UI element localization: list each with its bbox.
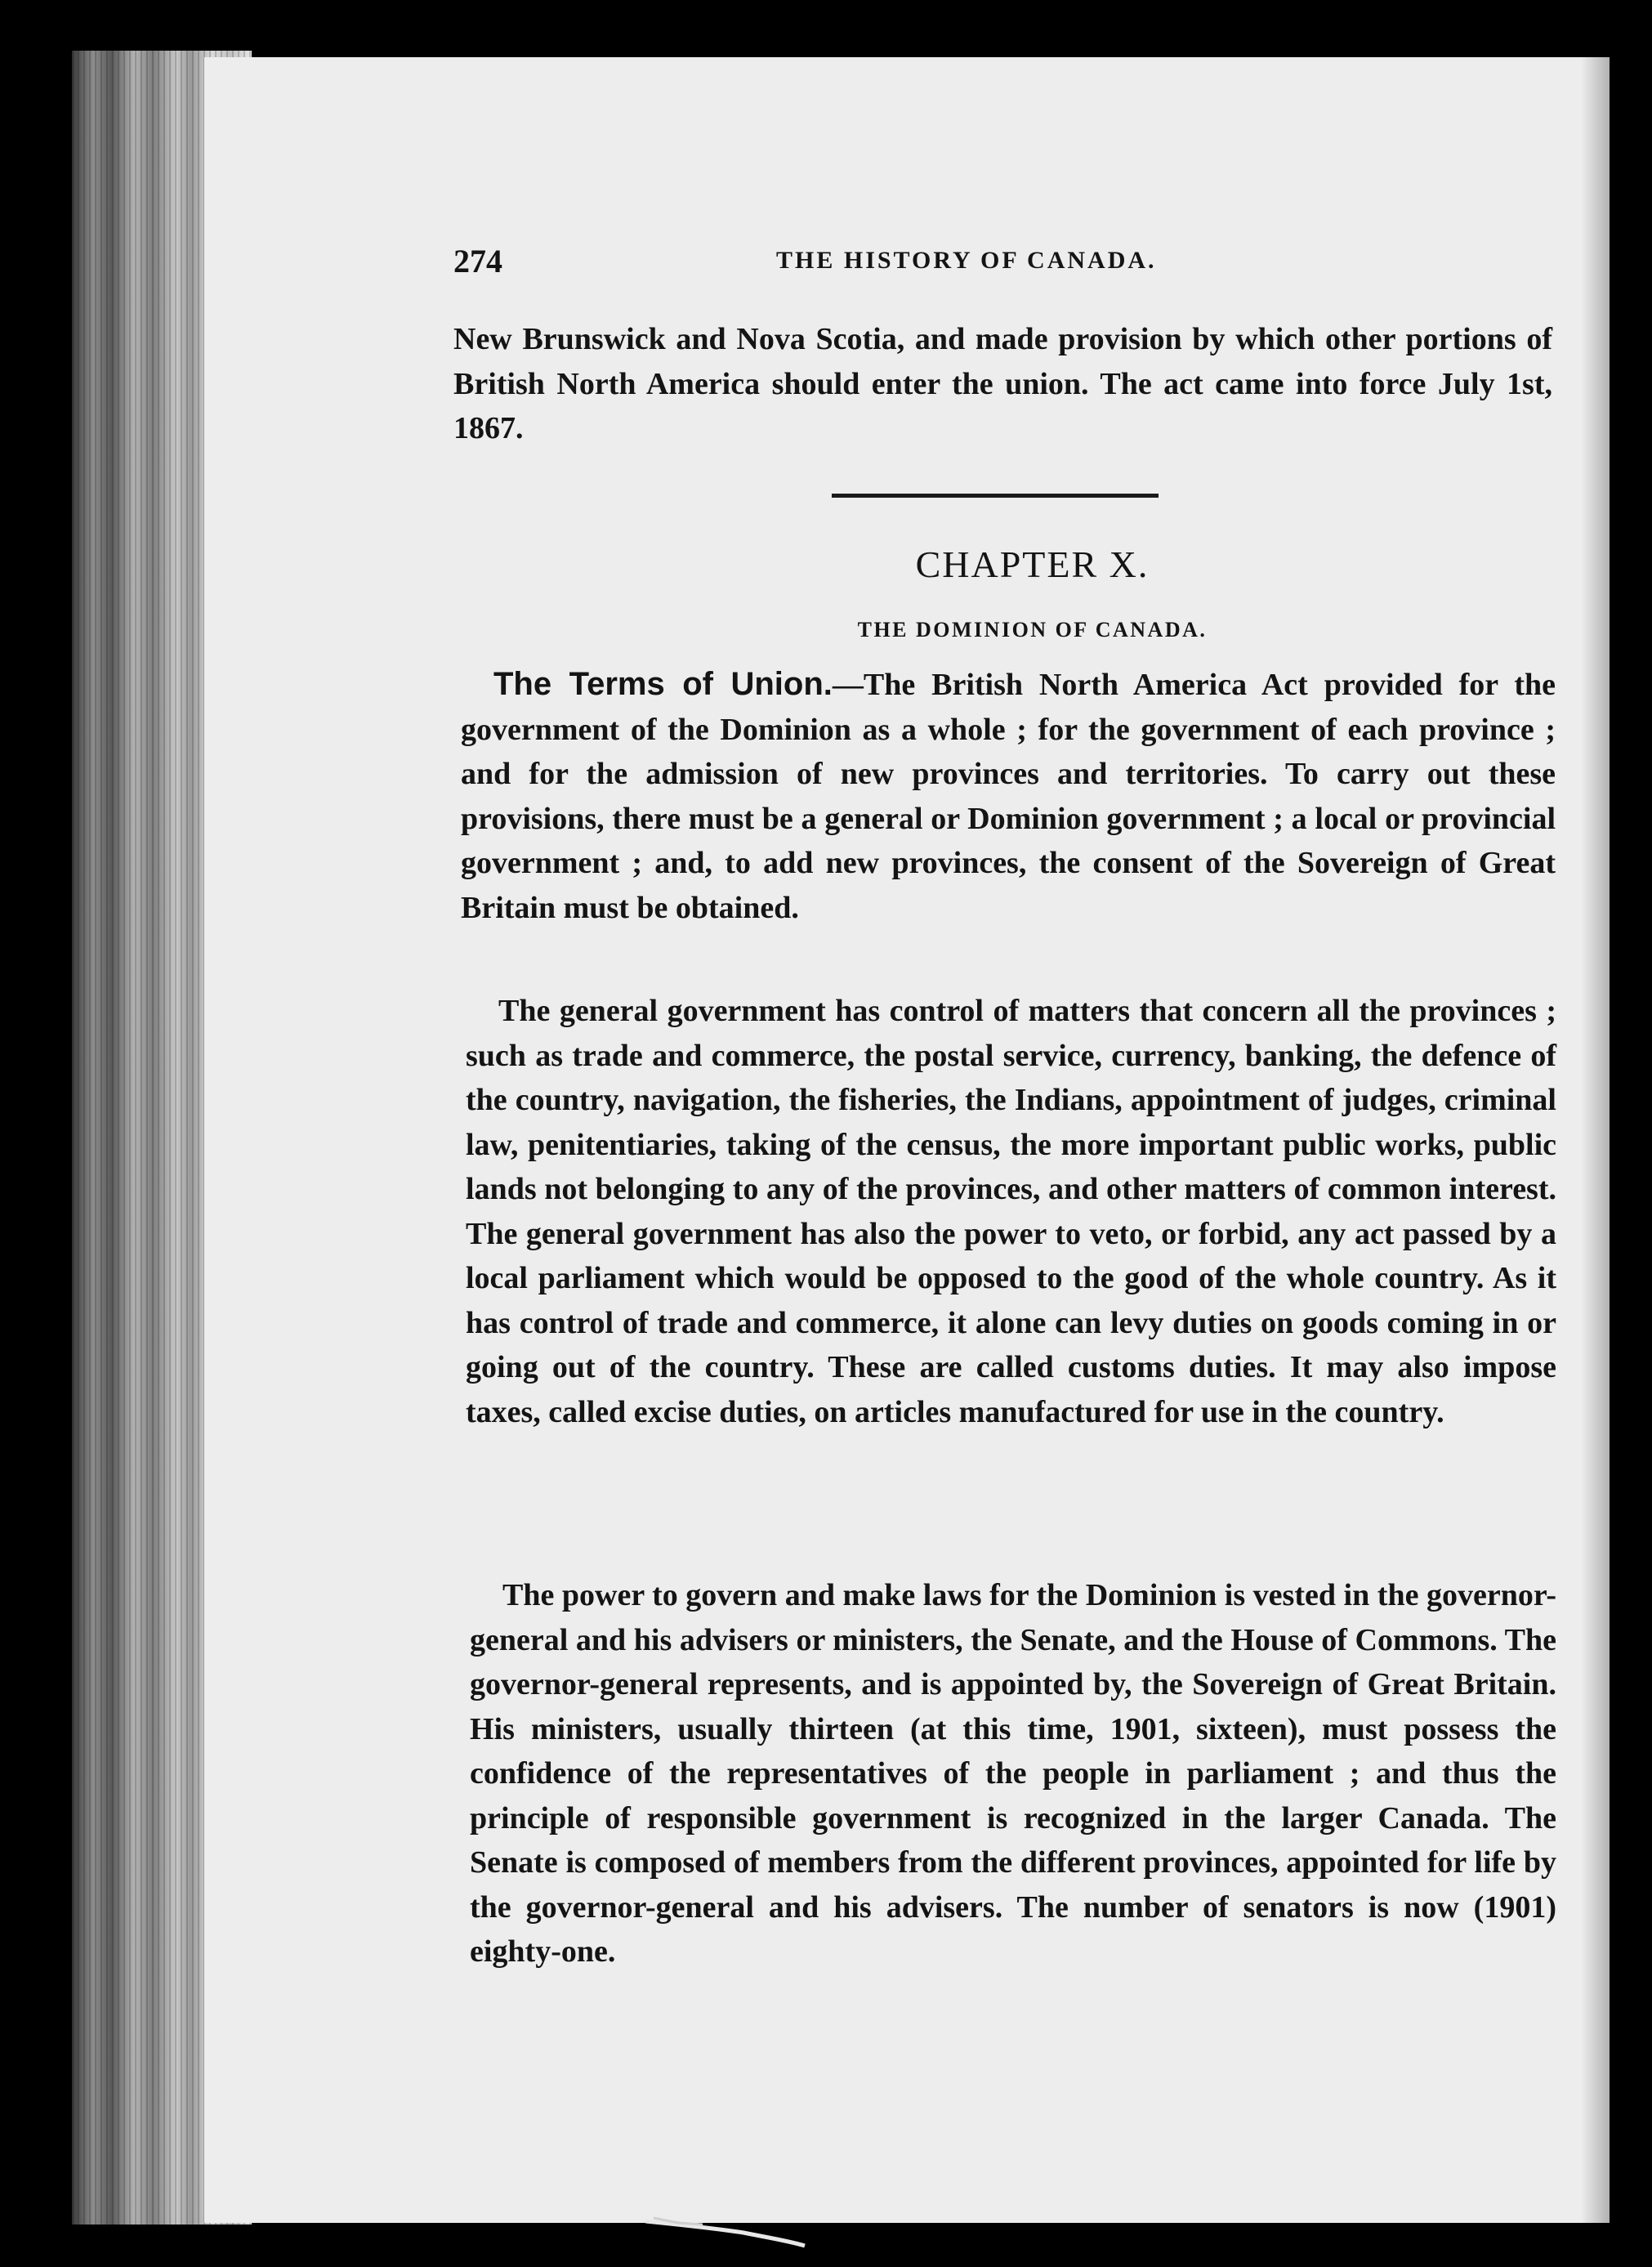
page-number: 274 <box>453 243 502 279</box>
section-paragraph-2: The general government has control of matters that concern all the provinces ; such as trade and commerce, the postal service, currency, banking, the defence of the country, navigation, the fisheries, the Indians, appointment of judges, criminal law, penitentiaries, taking of the census, the more important public works, public lands not belonging to any of the provinces, and other matters of common interest. The general government has also the power to veto, or forbid, any act passed by a local parliament which would be opposed to the good of the whole country. As it has control of trade and commerce, it alone can levy duties on goods coming in or going out of the country. These are called customs duties. It may also impose taxes, called excise duties, on articles manufactured for use in the country. <box>466 994 1556 1429</box>
running-head <box>453 242 1552 291</box>
chapter-number: CHAPTER X. <box>915 543 1150 585</box>
running-title: THE HISTORY OF CANADA. <box>776 247 1157 274</box>
page-shadow <box>1581 57 1610 2223</box>
chapter-title: THE DOMINION OF CANADA. <box>857 618 1208 642</box>
section-paragraph-1 <box>461 662 1556 930</box>
scan-artifact-mark <box>645 2216 809 2249</box>
opening-paragraph: New Brunswick and Nova Scotia, and made provision by which other portions of British North America should enter the union. The act came into force July 1st, 1867. <box>453 322 1552 445</box>
chapter-divider-rule <box>832 494 1159 498</box>
section-heading: The Terms of Union. <box>493 666 833 702</box>
section-paragraph-1-text: —The British North America Act provided for the government of the Dominion as a whole ; for the government of each province ; and for the admission of new provinces and territories. To carry out these provisions, there must be a general or Dominion government ; a local or provincial government ; and, to add new provinces, the consent of the Sovereign of Great Britain must be obtained. <box>461 668 1556 925</box>
section-paragraph-3: The power to govern and make laws for the Dominion is vested in the governor-general and his advisers or ministers, the Senate, and the House of Commons. The governor-general represents, and is appointed by, the Sovereign of Great Britain. His ministers, usually thirteen (at this time, 1901, sixteen), must possess the confidence of the representatives of the people in parliament ; and thus the principle of responsible government is recognized in the larger Canada. The Senate is composed of members from the different provinces, appointed for life by the governor-general and his advisers. The number of senators is now (1901) eighty-one. <box>470 1578 1556 1969</box>
